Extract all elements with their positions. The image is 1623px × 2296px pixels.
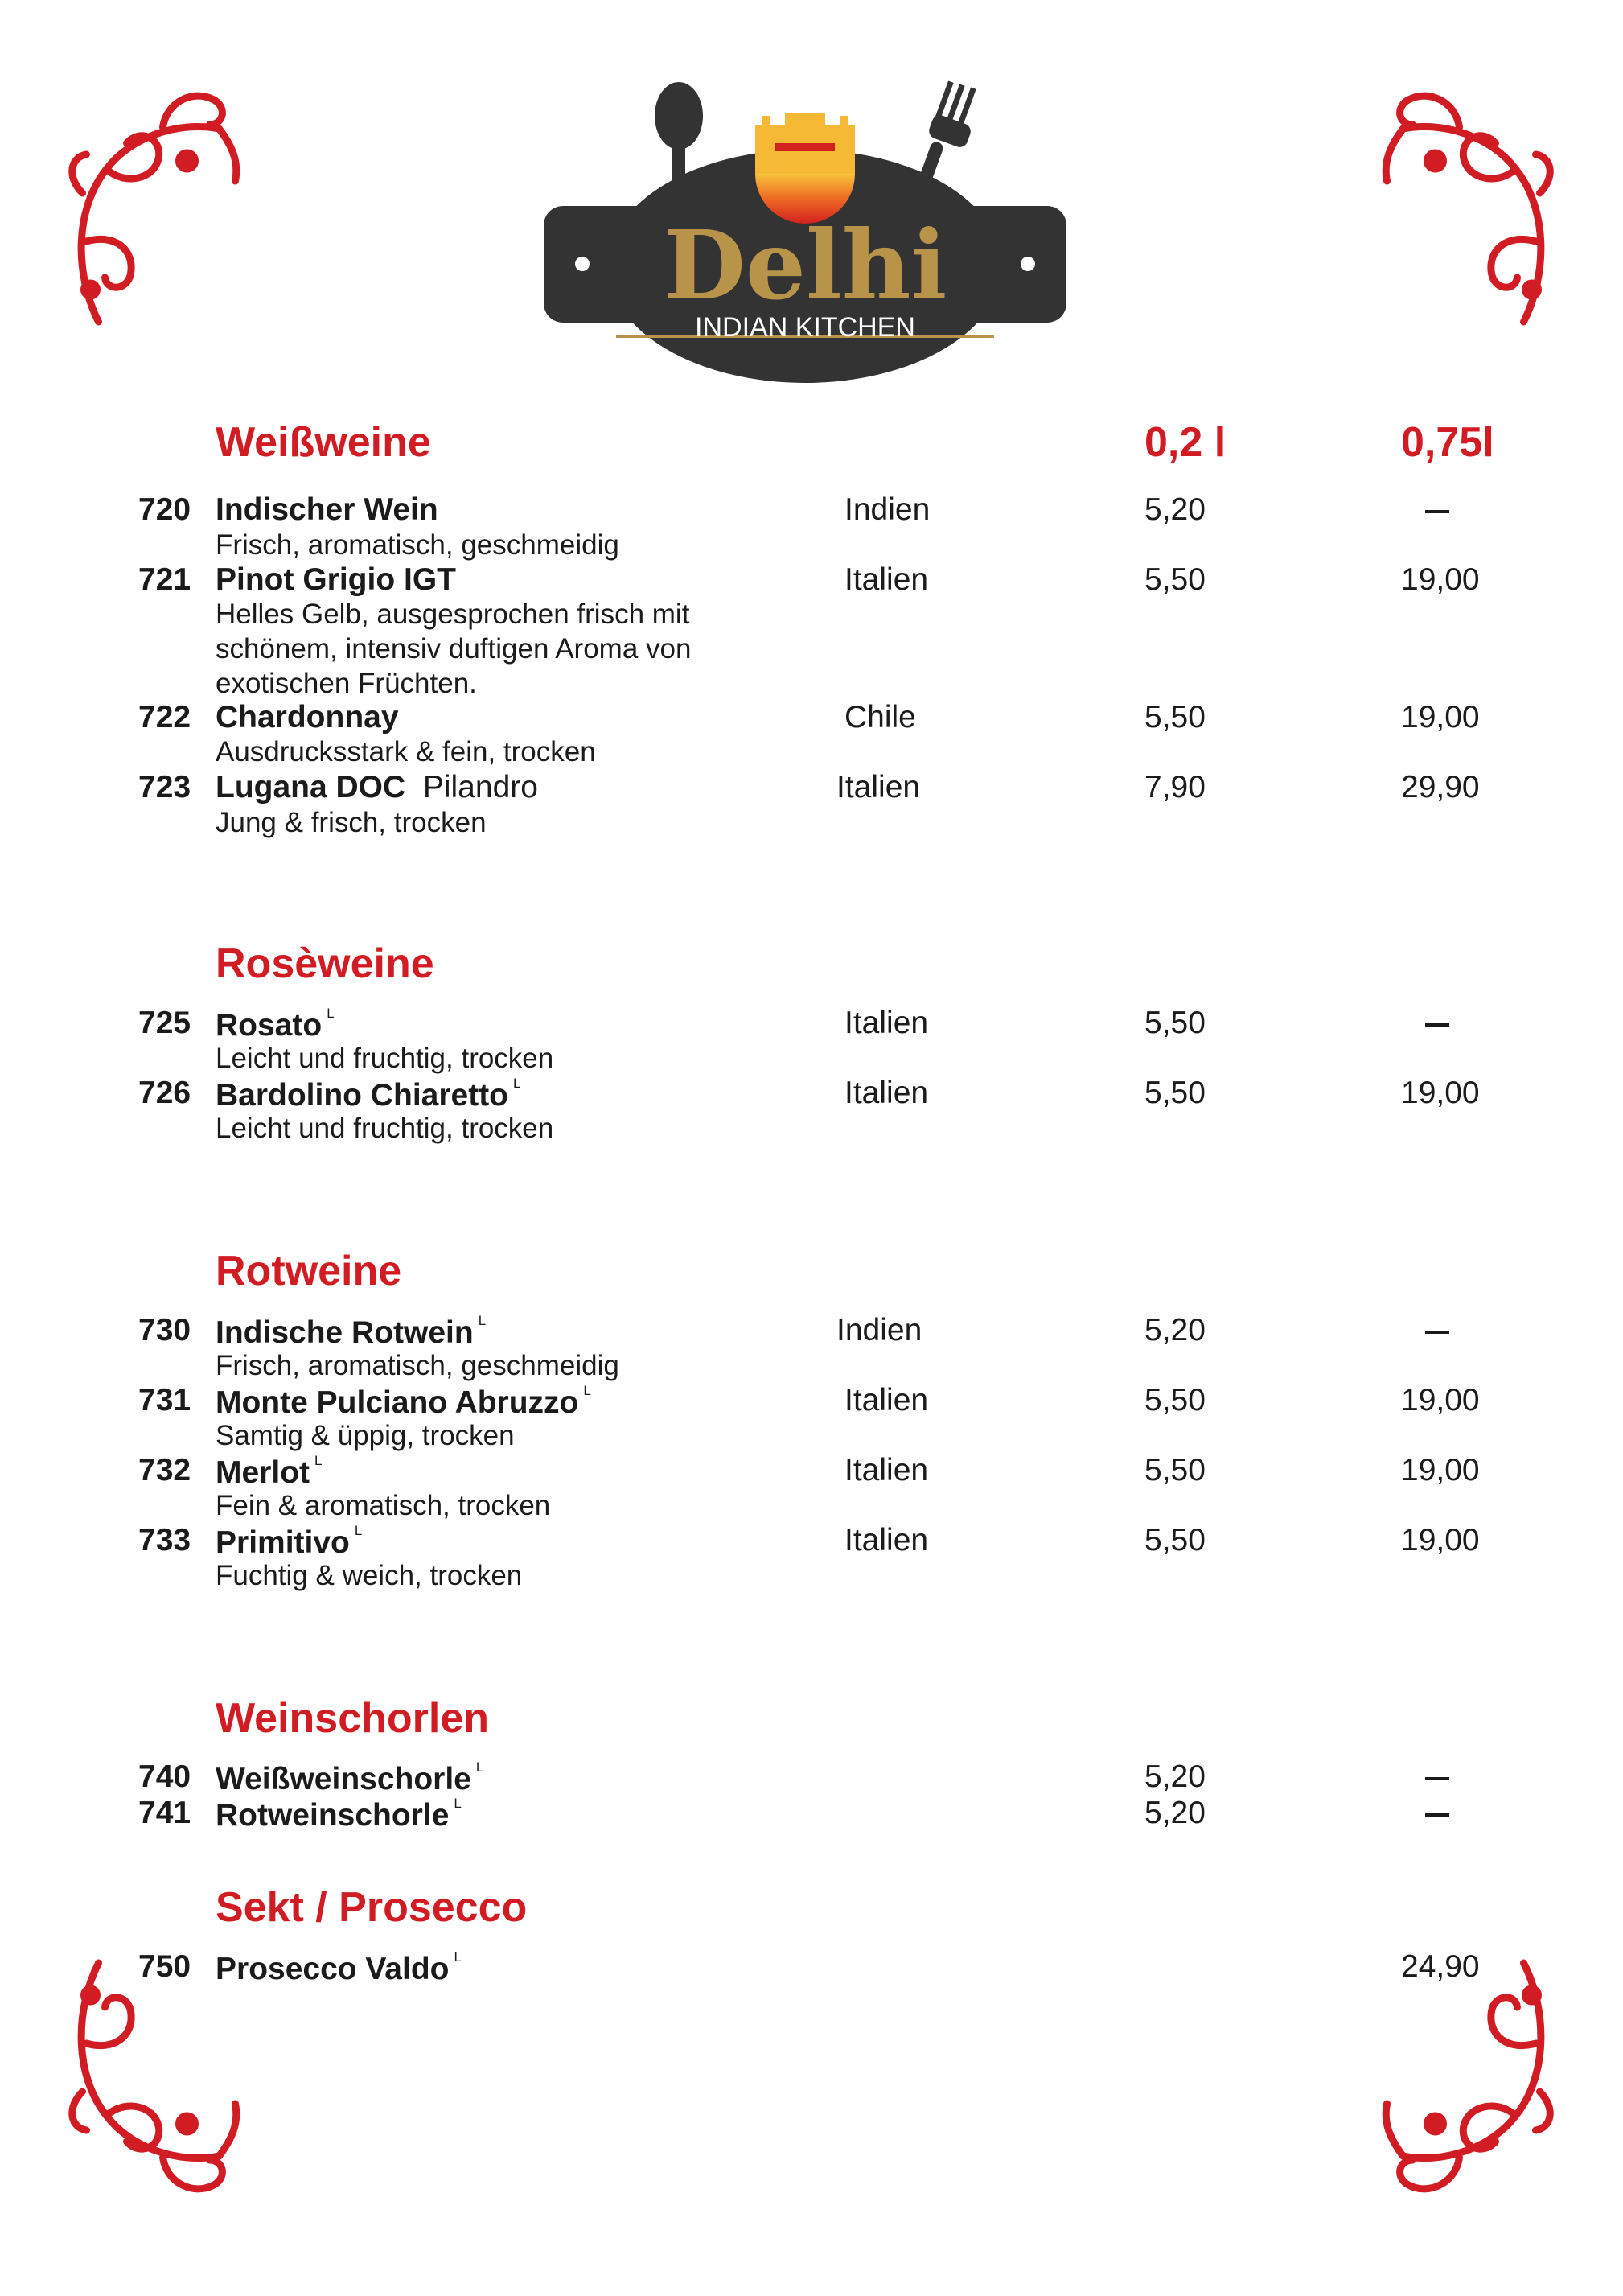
item-price-small: 5,20 (1144, 1759, 1206, 1794)
item-name (216, 1796, 462, 1833)
item-price-small: 5,50 (1144, 700, 1206, 734)
item-name (216, 770, 538, 805)
item-price-small: 5,50 (1144, 1383, 1206, 1418)
item-country: Italien (844, 1006, 929, 1040)
item-price-small: 5,50 (1144, 1453, 1206, 1487)
floral-ornament-bottom-left (64, 1955, 245, 2204)
item-name-text: Indische Rotwein (216, 1315, 474, 1350)
item-name (216, 562, 456, 598)
allergen-mark: L (583, 1383, 591, 1398)
item-country: Italien (844, 1076, 929, 1110)
item-country: Indien (836, 1313, 922, 1348)
item-country: Italien (836, 770, 921, 804)
item-number: 741 (138, 1796, 191, 1830)
item-country: Chile (844, 700, 916, 734)
item-price-small: 5,20 (1144, 492, 1206, 527)
item-description: Ausdrucksstark & fein, trocken (216, 736, 596, 767)
floral-ornament-bottom-right (1377, 1955, 1558, 2204)
item-name-text: Primitivo (216, 1525, 350, 1560)
column-header-large: 0,75l (1401, 419, 1494, 466)
no-price-dash (1425, 1331, 1449, 1334)
allergen-mark: L (513, 1076, 521, 1091)
floral-ornament-top-left (64, 80, 245, 330)
item-name-text: Chardonnay (216, 700, 399, 734)
item-country: Italien (844, 1523, 929, 1557)
delhi-logo (544, 77, 1066, 391)
item-price-small: 5,50 (1144, 1523, 1206, 1557)
item-price-large: 19,00 (1401, 700, 1480, 734)
item-name (216, 1759, 483, 1797)
item-name (216, 700, 399, 735)
item-name-text: Rotweinschorle (216, 1798, 450, 1833)
allergen-mark: L (475, 1759, 484, 1775)
item-name-text: Bardolino Chiaretto (216, 1078, 509, 1113)
allergen-mark: L (478, 1313, 487, 1328)
item-name (216, 1006, 335, 1043)
item-description: Fuchtig & weich, trocken (216, 1560, 523, 1591)
allergen-mark: L (354, 1523, 363, 1538)
item-name-text: Pinot Grigio IGT (216, 562, 456, 597)
item-description: Jung & frisch, trocken (216, 807, 487, 838)
item-number: 720 (138, 492, 191, 527)
allergen-mark: L (314, 1453, 323, 1468)
item-number: 732 (138, 1453, 191, 1487)
item-description: Frisch, aromatisch, geschmeidig (216, 529, 619, 561)
item-name (216, 492, 438, 528)
item-price-large: 29,90 (1401, 770, 1480, 804)
item-name-text: Weißweinschorle (216, 1762, 471, 1796)
no-price-dash (1425, 1023, 1449, 1027)
item-price-small: 5,50 (1144, 1006, 1206, 1040)
no-price-dash (1425, 1813, 1449, 1817)
item-name (216, 1383, 591, 1421)
item-country: Italien (844, 1383, 929, 1418)
item-number: 733 (138, 1523, 191, 1557)
item-description: Leicht und fruchtig, trocken (216, 1113, 554, 1144)
section-title-roseweine: Rosèweine (216, 940, 434, 987)
section-title-weissweine: Weißweine (216, 419, 431, 466)
item-name (216, 1313, 486, 1351)
item-country: Italien (844, 1453, 929, 1487)
item-description: Samtig & üppig, trocken (216, 1420, 515, 1451)
item-number: 750 (138, 1949, 191, 1984)
allergen-mark: L (454, 1949, 462, 1965)
item-price-small: 5,20 (1144, 1796, 1206, 1830)
item-name-text: Merlot (216, 1455, 310, 1490)
item-price-small: 5,50 (1144, 562, 1206, 597)
item-number: 721 (138, 562, 191, 597)
item-price-large: 19,00 (1401, 562, 1480, 597)
item-description: Leicht und fruchtig, trocken (216, 1043, 554, 1074)
item-name (216, 1949, 462, 1987)
item-name (216, 1076, 520, 1113)
item-price-large: 24,90 (1401, 1949, 1480, 1984)
item-price-small: 5,50 (1144, 1076, 1206, 1110)
item-number: 740 (138, 1759, 191, 1794)
item-price-large: 19,00 (1401, 1076, 1480, 1110)
item-name (216, 1453, 322, 1491)
item-name-text: Monte Pulciano Abruzzo (216, 1385, 579, 1420)
no-price-dash (1425, 510, 1449, 513)
item-name-text: Rosato (216, 1008, 323, 1043)
item-number: 731 (138, 1383, 191, 1418)
allergen-mark: L (327, 1006, 335, 1021)
section-title-rotweine: Rotweine (216, 1248, 402, 1294)
item-price-small: 7,90 (1144, 770, 1206, 804)
item-price-large: 19,00 (1401, 1523, 1480, 1557)
no-price-dash (1425, 1777, 1449, 1780)
item-country: Italien (844, 562, 929, 597)
item-name-text: Lugana DOC (216, 770, 406, 804)
item-name-text: Indischer Wein (216, 492, 438, 527)
item-price-large: 19,00 (1401, 1383, 1480, 1418)
floral-ornament-top-right (1377, 80, 1558, 330)
item-price-large: 19,00 (1401, 1453, 1480, 1487)
logo-name: Delhi (663, 209, 947, 321)
item-name-extra: Pilandro (422, 770, 538, 804)
item-number: 722 (138, 700, 191, 734)
logo-subtitle: INDIAN KITCHEN (695, 312, 915, 343)
item-country: Indien (844, 492, 931, 527)
section-title-weinschorlen: Weinschorlen (216, 1695, 490, 1742)
column-header-small: 0,2 l (1144, 419, 1226, 466)
item-number: 725 (138, 1006, 191, 1040)
allergen-mark: L (454, 1796, 462, 1811)
item-description: Fein & aromatisch, trocken (216, 1490, 551, 1521)
item-price-small: 5,20 (1144, 1313, 1206, 1348)
item-description: Helles Gelb, ausgesprochen frisch mit schönem, intensiv duftigen Aroma von exotischen Früchten. (216, 599, 692, 699)
section-title-sekt-prosecco: Sekt / Prosecco (216, 1884, 528, 1931)
item-number: 730 (138, 1313, 191, 1348)
item-number: 723 (138, 770, 191, 804)
item-name (216, 1523, 362, 1561)
item-number: 726 (138, 1076, 191, 1110)
item-name-text: Prosecco Valdo (216, 1952, 450, 1986)
item-description: Frisch, aromatisch, geschmeidig (216, 1350, 619, 1381)
